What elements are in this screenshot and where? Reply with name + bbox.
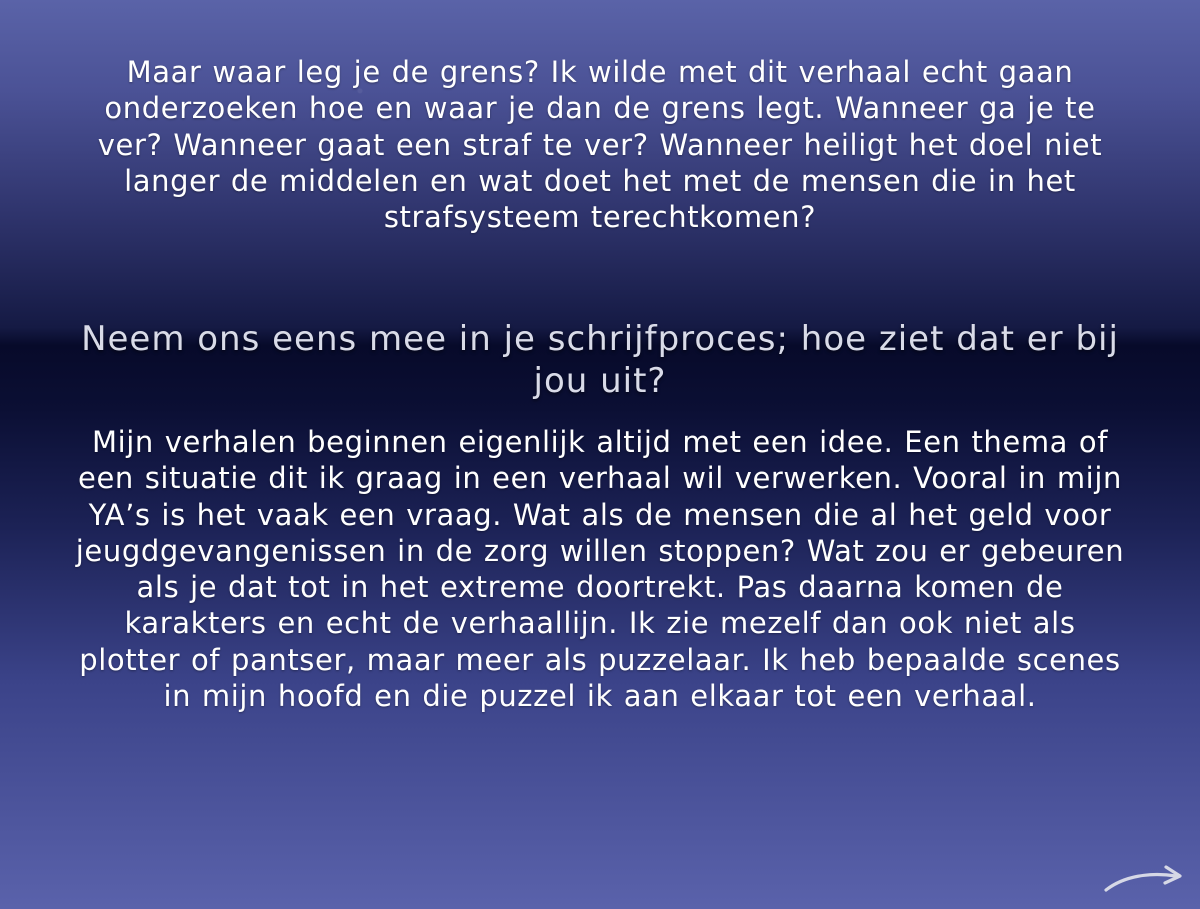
answer-paragraph: Mijn verhalen beginnen eigenlijk altijd met een idee. Een thema of een situatie dit ik graag in een verhaal wil verwerken. Vooral in mijn YA’s is het vaak een vraag. Wat als de mensen die al het geld voor jeugdgevangenissen in de zorg willen stoppen? Wat zou er gebeuren als je dat tot in het extreme doortrekt. Pas daarna komen de karakters en echt de verhaallijn. Ik zie mezelf dan ook niet als plotter of pantser, maar meer als puzzelaar. Ik heb bepaalde scenes in mijn hoofd en die puzzel ik aan elkaar tot een verhaal. xyxy=(75,425,1125,714)
section-heading: Neem ons eens mee in je schrijfproces; hoe ziet dat er bij jou uit? xyxy=(81,319,1119,401)
intro-paragraph: Maar waar leg je de grens? Ik wilde met dit verhaal echt gaan onderzoeken hoe en waar je dan de grens legt. Wanneer ga je te ver? Wanneer gaat een straf te ver? Wanneer heiligt het doel niet langer de middelen en wat doet het met de mensen die in het strafsysteem terechtkomen? xyxy=(97,55,1103,235)
curved-arrow-right-icon[interactable] xyxy=(1102,862,1186,896)
